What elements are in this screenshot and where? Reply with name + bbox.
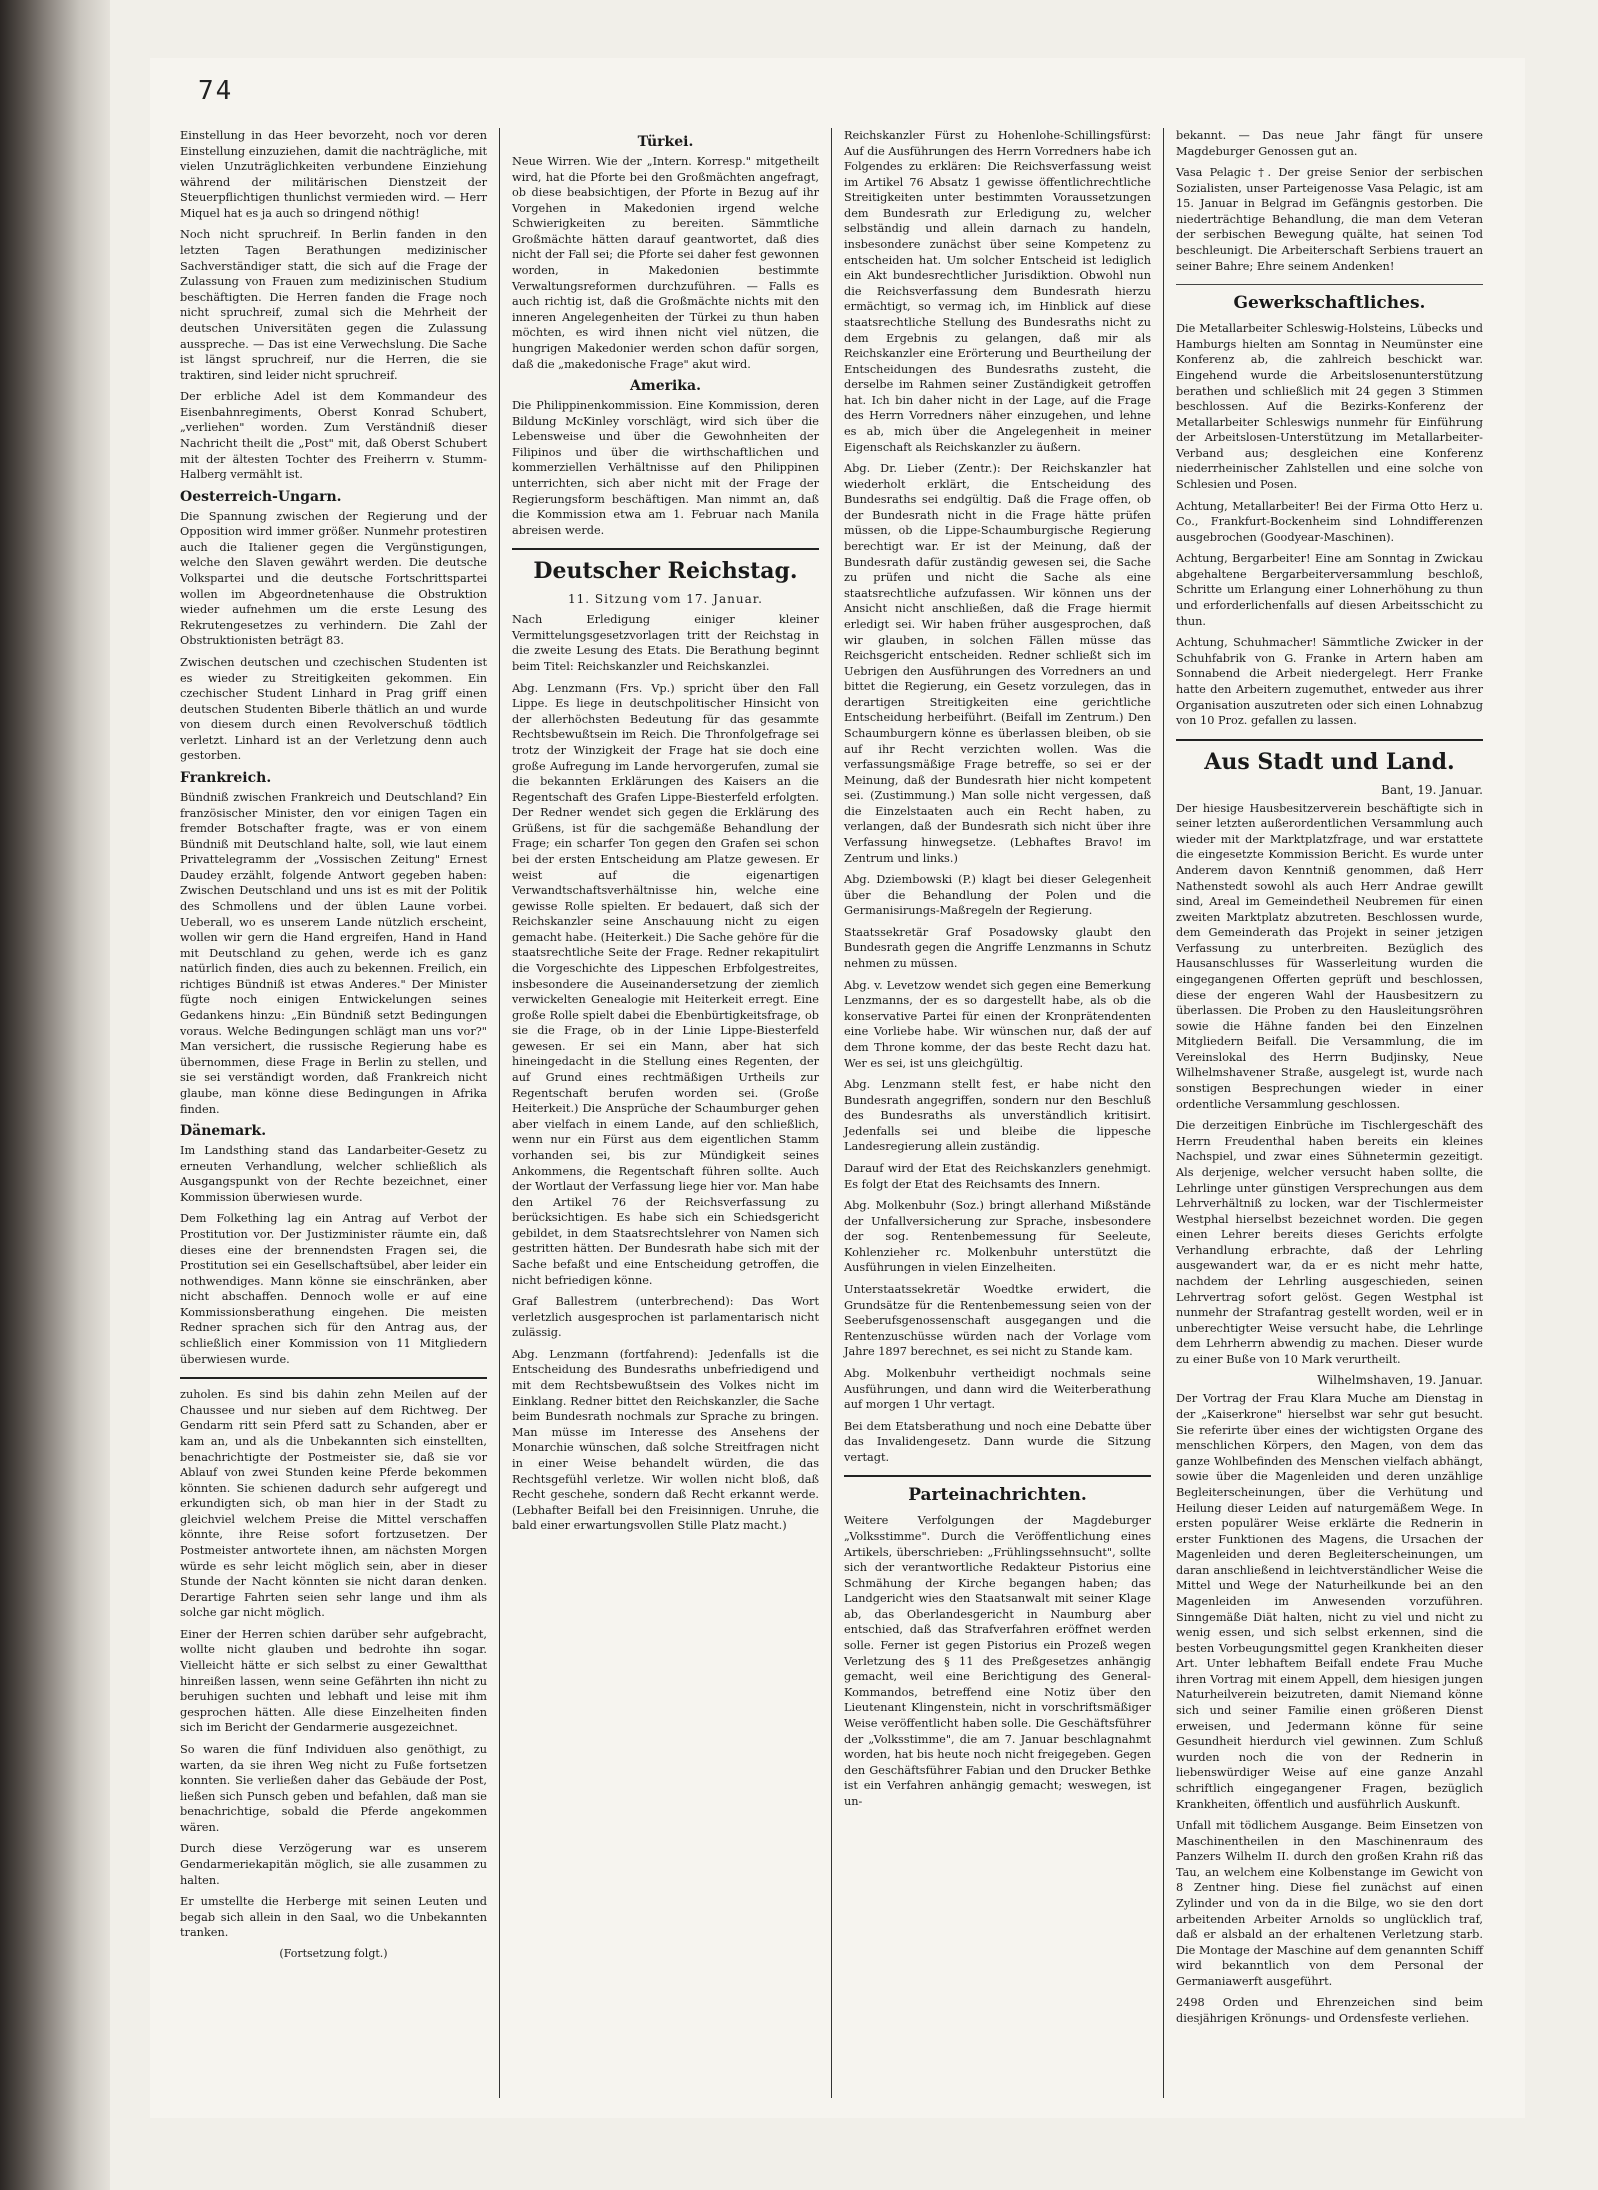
column-2 — [499, 128, 831, 2098]
feuilleton-paragraph: zuholen. Es sind bis dahin zehn Meilen auf der Chaussee und nur sieben auf dem Richtweg. Der Gendarm ritt sein Pferd satt zu Schanden, aber er kam an, und als die Unbekannten sich einstellten, benachrichtigte der Postmeister sie, daß sie vor Ablauf von zwei Stunden keine Pferde bekommen könnten. Sie schienen dadurch sehr aufgeregt und erkundigten sich, ob man hier in der Stadt zu gleichviel welchem Preise die Mittel verschaffen könnte, ihre Reise sofort fortzusetzen. Der Postmeister antwortete ihnen, am nächsten Morgen würde es sehr leicht möglich sein, aber in dieser Stunde der Nacht könnten sie nicht daran denken. Derartige Fahrten seien sehr lange und ihm als solche gar nicht möglich. — [180, 1388, 487, 1620]
page-number: 74 — [198, 76, 234, 106]
article-buendniss: Bündniß zwischen Frankreich und Deutschland? Ein französischer Minister, den vor einigen Tagen ein fremder Botschafter fragte, was er von einem Bündniß mit Deutschland halte, soll, wie laut einem Privattelegramm der „Vossischen Zeitung" Ernest Daudey erzählt, folgende Antwort gegeben haben: Zwischen Deutschland und uns ist es mit der Politik des Schmollens und der üblen Laune vorbei. Ueberall, wo es unserem Lande nützlich erscheint, wollen wir gern die Hand ergreifen, Hand in Hand mit Deutschland zu gehen, werde ich es ganz natürlich finden, dies auch zu bekennen. Freilich, ein richtiges Bündniß ist etwas Anderes." Der Minister fügte noch einigen Entwickelungen seines Gedankens hinzu: „Ein Bündniß setzt Bedingungen voraus. Welche Bedingungen schlägt man uns vor?" Man versichert, die russische Regierung habe es übernommen, diese Frage in Berlin zu stellen, und sie sei verständigt worden, daß Frankreich nicht glaube, man könne diese Bedingungen in Afrika finden. — [180, 790, 487, 1116]
reichstag-paragraph: Unterstaatssekretär Woedtke erwidert, die Grundsätze für die Rentenbemessung seien von der Seeberufsgenossenschaft ausgegangen und die Rentenzuschüsse würden nach der Vorlage vom Jahre 1897 berechnet, es sei nicht zu Stande kam. — [844, 1283, 1151, 1359]
section-divider — [844, 1475, 1151, 1477]
reichstag-paragraph: Abg. Lenzmann (fortfahrend): Jedenfalls ist die Entscheidung des Bundesraths unbefriedigend und mit dem Rechtsbewußtsein des Volkes nicht im Einklang. Redner bittet den Reichskanzler, die Sache beim Bundesrath nochmals zur Sprache zu bringen. Man müsse im Interesse des Ansehens der Monarchie wünschen, daß solche Streitfragen nicht in einer Weise behandelt würden, die das Rechtsgefühl verletze. Wir wollen nicht bloß, daß Recht geschehe, sondern daß Recht erkannt werde. (Lebhafter Beifall bei den Freisinnigen. Unruhe, die bald einer erwartungsvollen Stille Platz macht.) — [512, 1347, 819, 1533]
article-folkething: Dem Folkething lag ein Antrag auf Verbot der Prostitution vor. Der Justizminister räumte ein, daß dieses eine der brennendsten Fragen sei, die Prostitution sei ein Gesellschaftsübel, aber leider ein nothwendiges. Mann könne sie einschränken, aber nicht abschaffen. Dennoch wolle er auf eine Kommissionsberathung eingehen. Die meisten Redner sprachen sich für den Antrag aus, der schließlich einer Kommission von 11 Mitgliedern überwiesen wurde. — [180, 1212, 487, 1366]
article-pelagic: Vasa Pelagic †. Der greise Senior der serbischen Sozialisten, unser Parteigenosse Vasa Pelagic, ist am 15. Januar in Belgrad im Gefängnis gestorben. Die niederträchtige Behandlung, die man dem Veteran der serbischen Bewegung quälte, hat seinen Tod beschleunigt. Die Arbeiterschaft Serbiens trauert an seiner Bahre; Ehre seinem Andenken! — [1176, 166, 1483, 273]
reichstag-paragraph: Abg. v. Levetzow wendet sich gegen eine Bemerkung Lenzmanns, der es so dargestellt habe, als ob die konservative Partei für einen der Kronprätendenten eine Vorliebe habe. Wir wünschen nur, daß der auf dem Throne komme, der das beste Recht dazu hat. Wer es sei, ist uns gleichgültig. — [844, 978, 1151, 1070]
article-studenten: Zwischen deutschen und czechischen Studenten ist es wieder zu Streitigkeiten gekommen. Ein czechischer Student Linhard in Prag griff einen deutschen Studenten Biberle thätlich an und wurde von diesem durch einen Revolverschuß tödtlich verletzt. Linhard ist an der Verletzung denn auch gestorben. — [180, 655, 487, 763]
article-volksstimme: Weitere Verfolgungen der Magdeburger „Volksstimme". Durch die Veröffentlichung eines Artikels, überschrieben: „Frühlingssehnsucht", sollte sich der verantwortliche Redakteur Pistorius eine Schmähung der Kirche begangen haben; das Landgericht wies den Staatsanwalt mit seiner Klage ab, das Oberlandesgericht in Naumburg aber entschied, daß das Strafverfahren eröffnet werden solle. Ferner ist gegen Pistorius ein Prozeß wegen Verletzung des § 11 des Preßgesetzes anhängig gemacht, weil eine Berichtigung des General-Kommandos, betreffend eine Notiz über den Lieutenant Klingenstein, nicht in vorschriftsmäßiger Weise veröffentlicht haben solle. Die Geschäftsführer der „Volksstimme", die am 7. Januar beschlagnahmt worden, hat bis heute noch nicht freigegeben. Gegen den Geschäftsführer Fabian und den Drucker Bethke ist ein Verfahren anhängig gemacht; weswegen, ist un- — [844, 1514, 1151, 1808]
section-divider — [1176, 739, 1483, 741]
article-einbrueche: Die derzeitigen Einbrüche im Tischlergeschäft des Herrn Freudenthal haben bereits ein kleines Nachspiel, und zwar eines Sühnetermin gezeitigt. Als derjenige, welcher versucht haben sollte, die Lehrlinge unter günstigen Versprechungen aus dem Lehrverhältniß zu locken, war der Tischlermeister Westphal hierselbst bezeichnet worden. Die gegen einen Lehrer bereits dieses Gerichts erfolgte Verhandlung erbrachte, daß der Lehrling ausgewandert war, da er es nicht mehr hatte, nachdem der Lehrling ausgeschieden, seinen Lehrvertrag sofort gelöst. Gegen Westphal ist nunmehr der Strafantrag gestellt worden, weil er in unberechtigter Weise versucht habe, die Lehrlinge dem Lehrherrn abwendig zu machen. Dieser wurde zu einer Buße von 10 Mark verurtheilt. — [1176, 1119, 1483, 1366]
article-philippinen: Die Philippinenkommission. Eine Kommission, deren Bildung McKinley vorschlägt, wird sich über die Lebensweise und über die Gewohnheiten der Filipinos und über die wirthschaftlichen und kommerziellen Verhältnisse auf den Philippinen unterrichten, sich aber nicht mit der Frage der Regierungsform beschäftigen. Man nimmt an, daß die Kommission etwa am 1. Februar nach Manila abreisen werde. — [512, 399, 819, 537]
section-divider — [512, 548, 819, 550]
article-landsthing: Im Landsthing stand das Landarbeiter-Gesetz zu erneuten Verhandlung, welcher schließlich als Ausgangspunkt von der Rechte bezeichnet, einer Kommission überwiesen wurde. — [180, 1144, 487, 1204]
reichstag-paragraph: Abg. Lenzmann (Frs. Vp.) spricht über den Fall Lippe. Es liege in deutschpolitischer Hinsicht von der allerhöchsten Bedeutung für das gesammte Rechtsbewußtsein im Reich. Die Thronfolgefrage sei trotz der Winzigkeit der Frage hat sie doch eine große Aufregung im Lande hervorgerufen, zumal sie die bekannten Erklärungen des Kaisers an die Regentschaft des Grafen Lippe-Biesterfeld erfolgten. Der Redner wendet sich gegen die Erklärung des Grüßens, ist für die sachgemäße Behandlung der Frage; ein scharfer Ton gegen den Grafen sei schon bei der ersten Entscheidung am Platze gewesen. Er weist auf die eigenartigen Verwandtschaftsverhältnisse hin, welche eine gewisse Rolle spielten. Er bedauert, daß sich der Reichskanzler seine Anschauung nicht zu eigen gemacht habe. (Heiterkeit.) Die Sache gehöre für die staatsrechtliche Seite der Frage. Redner rekapitulirt die Vorgeschichte des Lippeschen Erbfolgestreites, insbesondere die Auseinandersetzung der ziemlich verwickelten Genealogie mit Heiterkeit erregt. Eine große Rolle spielt dabei die Ebenbürtigkeitsfrage, ob sie die Frage, ob in der Linie Lippe-Biesterfeld gewesen. Er sei ein Mann, aber hat sich hineingedacht in die Stellung eines Regenten, der auf Grund eines rechtmäßigen Urtheils zur Regentschaft berufen worden sei. (Große Heiterkeit.) Die Ansprüche der Schaumburger gehen aber vielfach in einem Lande, auf den schließlich, wenn nur ein Fürst aus dem eigentlichen Stamm vorhanden sei, bis zur Mündigkeit seines Ankommens, die Regentschaft führen sollte. Auch der Wortlaut der Verfassung liege hier vor. Man habe den Artikel 76 der Reichsverfassung zu berücksichtigen. Es habe sich ein Schiedsgericht gebildet, in dem Staatsrechtslehrer von Namen sich gestritten hätten. Der Bundesrath habe sich mit der Sache befaßt und eine Entscheidung getroffen, die nicht befriedigen könne. — [512, 681, 819, 1287]
article-vortrag: Der Vortrag der Frau Klara Muche am Dienstag in der „Kaiserkrone" hierselbst war sehr gut besucht. Sie referirte über eines der wichtigsten Organe des menschlichen Körpers, den Magen, von dem das ganze Wohlbefinden des Menschen vielfach abhängt, sowie über die Magenleiden und deren unzählige Begleiterscheinungen, über die Verhütung und Heilung dieser Leiden auf naturgemäßem Wege. In ersten populärer Weise erklärte die Rednerin in erster Funktionen des Magens, die Ursachen der Magenleiden und deren Begleiterscheinungen, um daran anschließend in leichtverständlicher Weise die Mittel und Wege der Naturheilkunde bei an den Magenleiden im Anwesenden vorzuführen. Sinngemäße Diät halten, nicht zu viel und nicht zu wenig essen, und sich selbst erkennen, sind die besten Vorbeugungsmittel gegen Krankheiten dieser Art. Unter lebhaftem Beifall endete Frau Muche ihren Vortrag mit einem Appell, dem hiesigen jungen Naturheilverein beizutreten, damit Niemand könne sich und seiner Familie einen größeren Dienst erweisen, und Jedermann könne für seine Gesundheit hierdurch viel gewinnen. Zum Schluß wurden noch die von der Rednerin in liebenswürdiger Weise auf eine ganze Anzahl schriftlich eingegangener Fragen, bezüglich Krankheiten, öffentlich und ausführlich Auskunft. — [1176, 1392, 1483, 1811]
column-3 — [831, 128, 1163, 2098]
reichstag-paragraph: Bei dem Etatsberathung und noch eine Debatte über das Invalidengesetz. Dann wurde die Sitzung vertagt. — [844, 1419, 1151, 1464]
continuation-note: (Fortsetzung folgt.) — [279, 1946, 388, 1960]
feuilleton-paragraph: Durch diese Verzögerung war es unserem Gendarmeriekapitän möglich, sie alle zusammen zu halten. — [180, 1842, 487, 1887]
column-4 — [1163, 128, 1495, 2098]
heading-frankreich: Frankreich. — [180, 769, 272, 786]
reichstag-paragraph: Abg. Dr. Lieber (Zentr.): Der Reichskanzler hat wiederholt erklärt, die Entscheidung des Bundesraths sei endgültig. Daß die Frage offen, ob der Bundesrath nicht in die Frage hätte prüfen müssen, ob die Lippe-Schaumburgische Regierung berechtigt war. Er ist der Meinung, daß der Bundesrath dafür zuständig gewesen sei, die Sache zu prüfen und nicht die Sache als eine staatsrechtliche aufzufassen. Wir können uns der Ansicht nicht anschließen, daß die Frage hiermit erledigt sei. Wir haben früher ausgesprochen, daß wir glauben, in solchen Fällen müsse das Reichsgericht entscheiden. Redner schließt sich im Uebrigen den Ausführungen des Vorredners an und bittet die Regierung, ein Gesetz vorzulegen, das in derartigen Streitigkeiten eine gerichtliche Entscheidung herbeiführt. (Beifall im Zentrum.) Den Schaumburgern könne es überlassen bleiben, ob sie auf ihr Recht verzichten wollen. Was die verfassungsmäßige Frage betreffe, so sei er der Meinung, daß der Bundesrath hier nicht kompetent sei. (Zustimmung.) Man solle nicht vergessen, daß die Einzelstaaten auch ein Recht haben, zu verlangen, daß der Bundesrath sich nicht über ihre Verfassung hinwegsetze. (Lebhaftes Bravo! im Zentrum und links.) — [844, 462, 1151, 865]
article-volksstimme-end: bekannt. — Das neue Jahr fängt für unsere Magdeburger Genossen gut an. — [1176, 129, 1483, 158]
heading-tuerkei: Türkei. — [637, 134, 694, 150]
article-intro: Einstellung in das Heer bevorzeht, noch vor deren Einstellung einzuziehen, damit die nachträgliche, mit vielen Unzuträglichkeiten verbundene Einziehung während der militärischen Dienstzeit der Steuerpflichtigen thunlichst vermieden wird. — Herr Miquel hat es ja auch so dringend nöthig! — [180, 129, 487, 220]
book-binding — [0, 0, 110, 2190]
heading-reichstag: Deutscher Reichstag. — [533, 558, 798, 585]
heading-parteinachrichten: Parteinachrichten. — [908, 1485, 1087, 1506]
notice-bergarbeiter: Achtung, Bergarbeiter! Eine am Sonntag in Zwickau abgehaltene Bergarbeiterversammlung beschloß, Schritte um Erlangung einer Lohnerhöhung zu thun und erforderlichenfalls auf diesen Arbeitsschicht zu thun. — [1176, 552, 1483, 628]
heading-amerika: Amerika. — [630, 378, 701, 395]
article-spannung: Die Spannung zwischen der Regierung und der Opposition wird immer größer. Nunmehr protestiren auch die Italiener gegen die Vergünstigungen, welche den Slaven gewährt werden. Die deutsche Volkspartei und die deutsche Fortschrittspartei wollen im Abgeordnetenhause die Obstruktion wieder aufnehmen um die erste Lesung des Rekrutengesetzes zu verhindern. Die Zahl der Obstruktionisten beträgt 83. — [180, 509, 487, 648]
feuilleton-paragraph: Er umstellte die Herberge mit seinen Leuten und begab sich allein in den Saal, wo die Unbekannten tranken. — [180, 1895, 487, 1940]
notice-metallarbeiter: Achtung, Metallarbeiter! Bei der Firma Otto Herz u. Co., Frankfurt-Bockenheim sind Lohndifferenzen ausgebrochen (Goodyear-Maschinen). — [1176, 499, 1483, 544]
feuilleton-paragraph: Einer der Herren schien darüber sehr aufgebracht, wollte nicht glauben und bedrohte ihn sogar. Vielleicht hätte er sich selbst zu einer Gewaltthat hinreißen lassen, wenn seine Gefährten ihn nicht zu beruhigen suchten und lebhaft und leise mit ihm gesprochen hätten. Alle diese Einzelheiten finden sich im Bericht der Gendarmerie ausgezeichnet. — [180, 1627, 487, 1735]
reichstag-paragraph: Graf Ballestrem (unterbrechend): Das Wort verletzlich ausgesprochen ist parlamentarisch nicht zulässig. — [512, 1295, 819, 1340]
reichstag-paragraph: Abg. Molkenbuhr (Soz.) bringt allerhand Mißstände der Unfallversicherung zur Sprache, insbesondere der sog. Rentenbemessung für Seeleute, Kohlenzieher rc. Molkenbuhr unterstützt die Ausführungen in vielen Einzelheiten. — [844, 1199, 1151, 1275]
article-metallarbeiter: Die Metallarbeiter Schleswig-Holsteins, Lübecks und Hamburgs hielten am Sonntag in Neumünster eine Konferenz ab, die zahlreich beschickt war. Eingehend wurde die Arbeitslosenunterstützung berathen und schließlich mit 24 gegen 3 Stimmen beschlossen. Auf die Bezirks-Konferenz der Metallarbeiter Schleswigs nunmehr für Einführung der Arbeitslosen-Unterstützung im Metallarbeiter-Verband aus; desgleichen eine Konferenz niederrheinischer Zahlstellen und eine solche von Schlesien und Posen. — [1176, 322, 1483, 491]
reichstag-paragraph: Abg. Lenzmann stellt fest, er habe nicht den Bundesrath angegriffen, sondern nur den Beschluß des Bundesraths als unverständlich kritisirt. Jedenfalls sei und bleibe die lippesche Landesregierung allein zuständig. — [844, 1078, 1151, 1154]
reichstag-paragraph: Staatssekretär Graf Posadowsky glaubt den Bundesrath gegen die Angriffe Lenzmanns in Schutz nehmen zu müssen. — [844, 925, 1151, 971]
session-line: 11. Sitzung vom 17. Januar. — [568, 592, 763, 607]
feuilleton-paragraph: So waren die fünf Individuen also genöthigt, zu warten, da sie ihren Weg nicht zu Fuße fortsetzen konnten. Sie verließen daher das Gebäude der Post, ließen sich Punsch geben und befahlen, daß man sie benachrichtige, sobald die Pferde angekommen wären. — [180, 1742, 487, 1834]
section-divider — [1176, 284, 1483, 285]
dateline-bant: Bant, 19. Januar. — [1381, 782, 1483, 797]
article-orden: 2498 Orden und Ehrenzeichen sind beim diesjährigen Krönungs- und Ordensfeste verliehen. — [1176, 1996, 1483, 2026]
dateline-wilhelmshaven: Wilhelmshaven, 19. Januar. — [1317, 1373, 1483, 1388]
section-divider — [180, 1377, 487, 1379]
notice-schuhmacher: Achtung, Schuhmacher! Sämmtliche Zwicker in der Schuhfabrik von G. Franke in Artern haben am Sonnabend die Arbeit niedergelegt. Herr Franke hatte den Arbeitern zugemuthet, entweder aus ihrer Organisation auszutreten oder sich einen Lohnabzug von 10 Proz. gefallen zu lassen. — [1176, 636, 1483, 728]
heading-daenemark: Dänemark. — [180, 1123, 267, 1140]
reichstag-paragraph: Abg. Dziembowski (P.) klagt bei dieser Gelegenheit über die Behandlung der Polen und die Germanisirungs-Maßregeln der Regierung. — [844, 873, 1151, 918]
article-unfall: Unfall mit tödlichem Ausgange. Beim Einsetzen von Maschinentheilen in den Maschinenraum des Panzers Wilhelm II. durch den großen Krahn riß das Tau, an welchem eine Kolbenstange im Gewicht von 8 Zentner hing. Diese fiel zunächst auf einen Zylinder und von da in die Bilge, wo sie den dort arbeitenden Arbeiter Arnolds so unglücklich traf, daß er alsbald an der erhaltenen Verletzung starb. Die Montage der Maschine auf dem genannten Schiff wird bekanntlich von dem Personal der Germaniawerft ausgeführt. — [1176, 1819, 1483, 1988]
heading-stadt-und-land: Aus Stadt und Land. — [1204, 748, 1455, 775]
article-frauenstudium: Noch nicht spruchreif. In Berlin fanden in den letzten Tagen Berathungen medizinischer Sachverständiger statt, die sich auf die Frage der Zulassung von Frauen zum medizinischen Studium beschäftigten. Die Herren fanden die Frage noch nicht spruchreif, zumal sich die Mehrheit der deutschen Universitäten gegen die Zulassung ausspreche. — Das ist eine Verwechslung. Die Sache ist längst spruchreif, nur die Herren, die sie traktiren, sind leider nicht spruchreif. — [180, 228, 487, 382]
columns — [180, 128, 1495, 2098]
article-adel: Der erbliche Adel ist dem Kommandeur des Eisenbahnregiments, Oberst Konrad Schubert, „verliehen" worden. Zum Verständniß dieser Nachricht theilt die „Post" mit, daß Oberst Schubert mit der ältesten Tochter des Freiherrn v. Stumm-Halberg vermählt ist. — [180, 390, 487, 482]
article-hausbesitzer: Der hiesige Hausbesitzerverein beschäftigte sich in seiner letzten außerordentlichen Versammlung auch wieder mit der Marktplatzfrage, und war erstattete die eingesetzte Kommission Bericht. Es wurde unter Anderem davon Kenntniß genommen, daß Herr Nathenstedt sowohl als auch Herr Andrae gewillt sind, Areal im Gemeindetheil Neubremen für einen zweiten Marktplatz abzutreten. Beschlossen wurde, dem Gemeinderath das Projekt in seiner jetzigen Verfassung zu unterbreiten. Bezüglich des Hausanschlusses für Wasserleitung wurden die eingegangenen Offerten geprüft und beschlossen, diese der engeren Wahl der Hausbesitzern zu überlassen. Die Proben zu den Hausleitungsröhren sowie die Hähne fanden bei den Einzelnen Mitgliedern Beifall. Die Versammlung, die im Vereinslokal des Herrn Budjinsky, Neue Wilhelmshavener Straße, ausgelegt ist, wurde nach sonstigen Besprechungen wieder in einer ordentliche Versammlung geschlossen. — [1176, 801, 1483, 1111]
reichstag-paragraph: Darauf wird der Etat des Reichskanzlers genehmigt. Es folgt der Etat des Reichsamts des Innern. — [844, 1162, 1151, 1191]
reichstag-paragraph: Reichskanzler Fürst zu Hohenlohe-Schillingsfürst: Auf die Ausführungen des Herrn Vorredners habe ich Folgendes zu erklären: Die Reichsverfassung weist im Artikel 76 Absatz 1 gewisse öffentlichrechtliche Streitigkeiten unter bestimmten Voraussetzungen dem Bundesrath zur Erledigung zu, welcher selbständig und allein darnach zu handeln, insbesondere zunächst über seine Kompetenz zu entscheiden hat. Um solcher Entscheid ist lediglich ein Akt bundesrechtlicher Jurisdiktion. Obwohl nun die Reichsverfassung dem Bundesrath hierzu ermächtigt, so vermag ich, im Hinblick auf diese staatsrechtliche Stellung des Bundesraths nicht zu dem Ergebnis zu gelangen, daß mir als Reichskanzler eine Erörterung und Beurtheilung der Entscheidungen des Bundesraths zusteht, die derselbe im Rahmen seiner Zuständigkeit getroffen hat. Ich bin daher nicht in der Lage, auf die Frage des Herrn Vorredners näher einzugehen, und lehne es ab, mich über die Angelegenheit in meiner Eigenschaft als Reichskanzler zu äußern. — [844, 129, 1151, 454]
heading-gewerkschaftliches: Gewerkschaftliches. — [1233, 293, 1426, 314]
reichstag-paragraph: Abg. Molkenbuhr vertheidigt nochmals seine Ausführungen, und dann wird die Weiterberathung auf morgen 1 Uhr vertagt. — [844, 1366, 1151, 1412]
column-1 — [180, 128, 499, 2098]
reichstag-paragraph: Nach Erledigung einiger kleiner Vermittelungsgesetzvorlagen tritt der Reichstag in die zweite Lesung des Etats. Die Berathung beginnt beim Titel: Reichskanzler und Reichskanzlei. — [512, 613, 819, 674]
newspaper-page — [150, 58, 1525, 2118]
article-wirren: Neue Wirren. Wie der „Intern. Korresp." mitgetheilt wird, hat die Pforte bei den Großmächten angefragt, ob diese beabsichtigen, der Pforte in Bezug auf ihr Vorgehen in Makedonien irgend welche Schwierigkeiten zu bereiten. Sämmtliche Großmächte hätten darauf geantwortet, daß dies nicht der Fall sei; die Pforte sei daher fest gewonnen worden, in Makedonien bestimmte Verwaltungsreformen durchzuführen. — Falls es auch richtig ist, daß die Großmächte nichts mit den inneren Angelegenheiten der Türkei zu thun haben möchten, es wird ihnen nicht viel nützen, die hungrigen Makedonier werden schon dafür sorgen, daß die „makedonische Frage" akut wird. — [512, 155, 819, 371]
heading-oesterreich: Oesterreich-Ungarn. — [180, 488, 342, 505]
